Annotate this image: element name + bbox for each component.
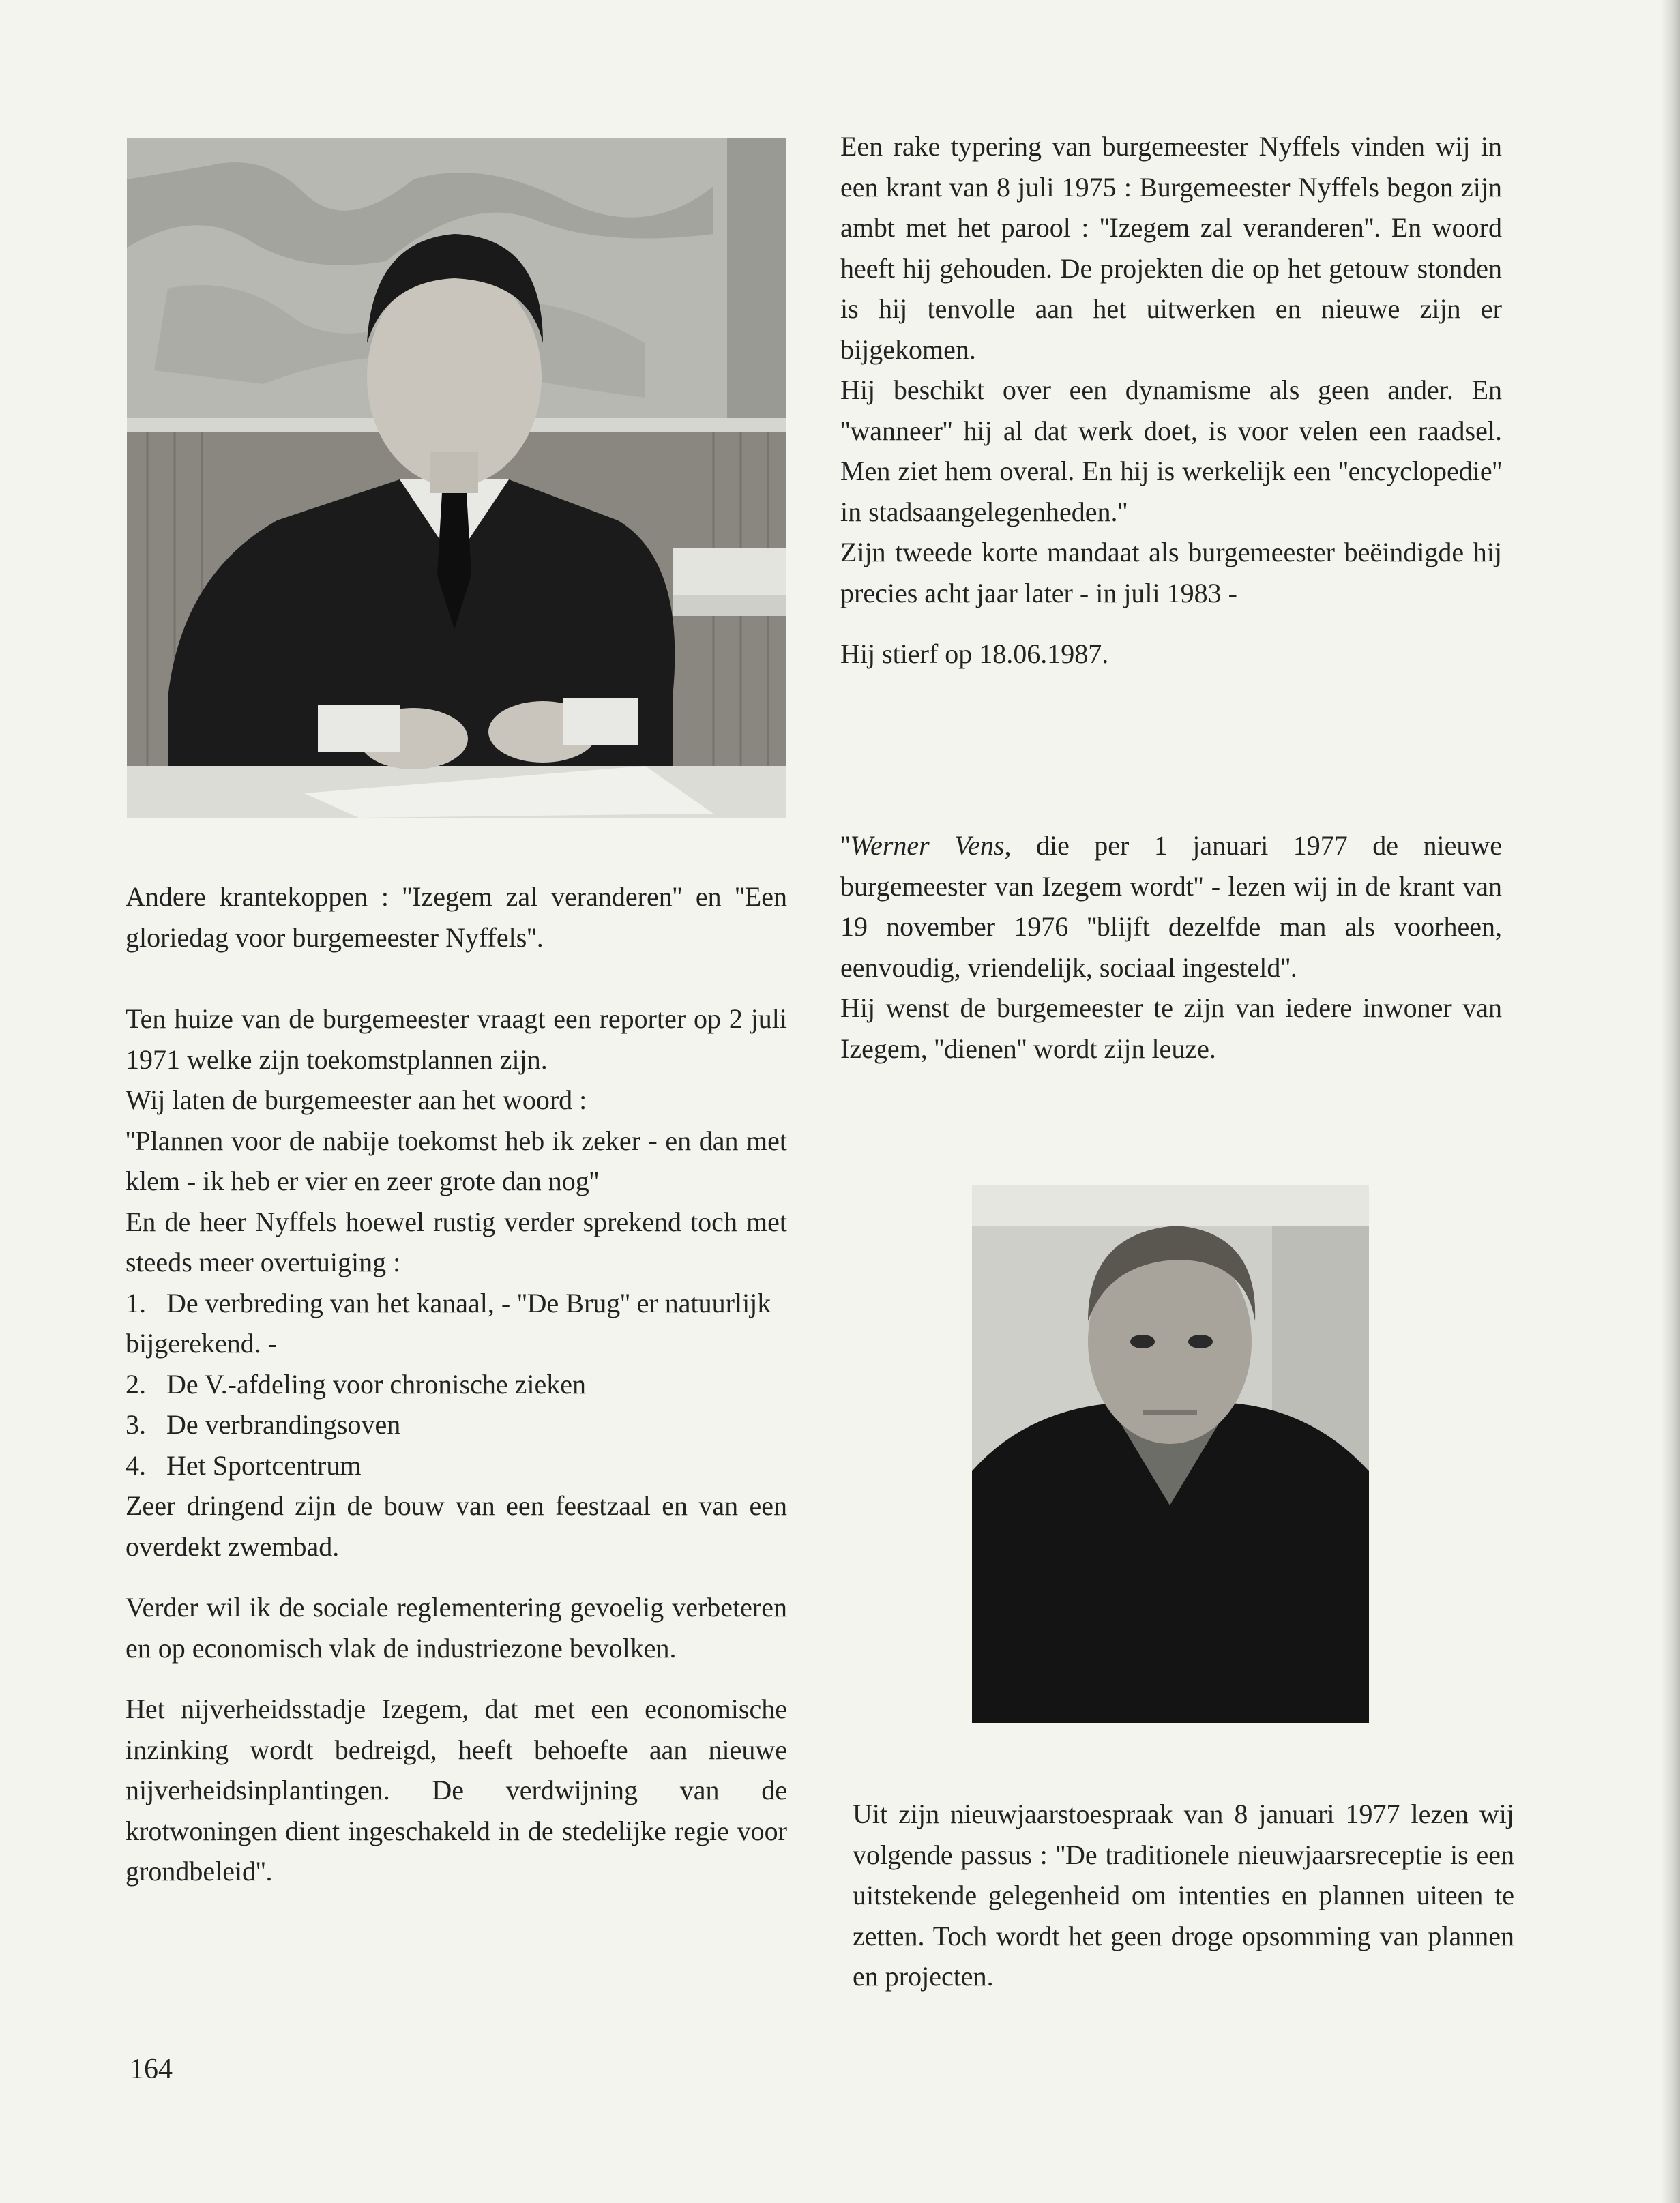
reporter-paragraph: Ten huize van de burgemeester vraagt een reporter op 2 juli 1971 welke zijn toekomstplannen zijn. (126, 1003, 787, 1075)
mayor-speaks-paragraph: Wij laten de burgemeester aan het woord : (126, 1084, 587, 1115)
page-number: 164 (130, 2054, 173, 2085)
conviction-paragraph: En de heer Nyffels hoewel rustig verder sprekend toch met steeds meer overtuiging : (126, 1206, 787, 1277)
list-item: 3. De verbrandingsoven (126, 1409, 401, 1440)
man-in-suit-at-desk-photo (127, 138, 786, 818)
left-text-column (126, 876, 787, 1892)
plans-list (126, 1283, 787, 1486)
new-year-speech-paragraph: Uit zijn nieuwjaarstoespraak van 8 januari 1977 lezen wij volgende passus : ''De traditionele nieuwjaarsreceptie is een uitstekende gelegenheid om intenties en plannen uiteen te zetten. Toch wordt het geen droge opsomming van plannen en projecten. (853, 1799, 1514, 1992)
right-text-column-middle (840, 825, 1502, 1069)
list-item: 4. Het Sportcentrum (126, 1449, 362, 1481)
page-edge (1661, 0, 1680, 2203)
photo-caption: Andere krantekoppen : ''Izegem zal veranderen'' en ''Een gloriedag voor burgemeester Nyffels''. (126, 881, 787, 953)
mandate-paragraph: Zijn tweede korte mandaat als burgemeester beëindigde hij precies acht jaar later - in juli 1983 - (840, 537, 1502, 608)
serve-paragraph: Hij wenst de burgemeester te zijn van iedere inwoner van Izegem, ''dienen'' wordt zijn leuze. (840, 992, 1502, 1064)
man-in-sweater-portrait-photo (972, 1185, 1369, 1723)
urgent-paragraph: Zeer dringend zijn de bouw van een feestzaal en van een overdekt zwembad. (126, 1490, 787, 1562)
right-text-column-top (840, 126, 1502, 675)
werner-vens-name: Werner Vens (850, 830, 1005, 861)
industry-paragraph: Het nijverheidsstadje Izegem, dat met een economische inzinking wordt bedreigd, heeft behoefte aan nieuwe nijverheidsinplantingen. De verdwijning van de krotwoningen dient ingeschakeld in de stedelijke regie voor grondbeleid''. (126, 1694, 787, 1887)
list-item: 2. De V.-afdeling voor chronische zieken (126, 1368, 586, 1400)
typing-paragraph: Een rake typering van burgemeester Nyffels vinden wij in een krant van 8 juli 1975 : Burgemeester Nyffels begon zijn ambt met het parool : ''Izegem zal veranderen''. En woord heeft hij gehouden. De projekten die op het getouw stonden is hij tenvolle aan het uitwerken en nieuwe zijn er bijgekomen. (840, 131, 1502, 365)
social-paragraph: Verder wil ik de sociale reglementering gevoelig verbeteren en op economisch vlak de industriezone bevolken. (126, 1592, 787, 1664)
death-date-paragraph: Hij stierf op 18.06.1987. (840, 638, 1109, 669)
dynamism-paragraph: Hij beschikt over een dynamisme als geen ander. En ''wanneer'' hij al dat werk doet, is voor velen een raadsel. Men ziet hem overal. En hij is werkelijk een ''encyclopedie'' in stadsaangelegenheden.'' (840, 374, 1502, 527)
right-text-column-bottom (853, 1794, 1514, 1997)
list-item: 1. De verbreding van het kanaal, - ''De Brug'' er natuurlijk bijgerekend. - (126, 1287, 771, 1359)
vens-paragraph: ''Werner Vens, die per 1 januari 1977 de nieuwe burgemeester van Izegem wordt'' - lezen wij in de krant van 19 november 1976 ''blijft dezelfde man als voorheen, eenvoudig, vriendelijk, sociaal ingesteld''. (840, 830, 1502, 983)
plans-quote-paragraph: ''Plannen voor de nabije toekomst heb ik zeker - en dan met klem - ik heb er vier en zeer grote dan nog'' (126, 1125, 787, 1196)
